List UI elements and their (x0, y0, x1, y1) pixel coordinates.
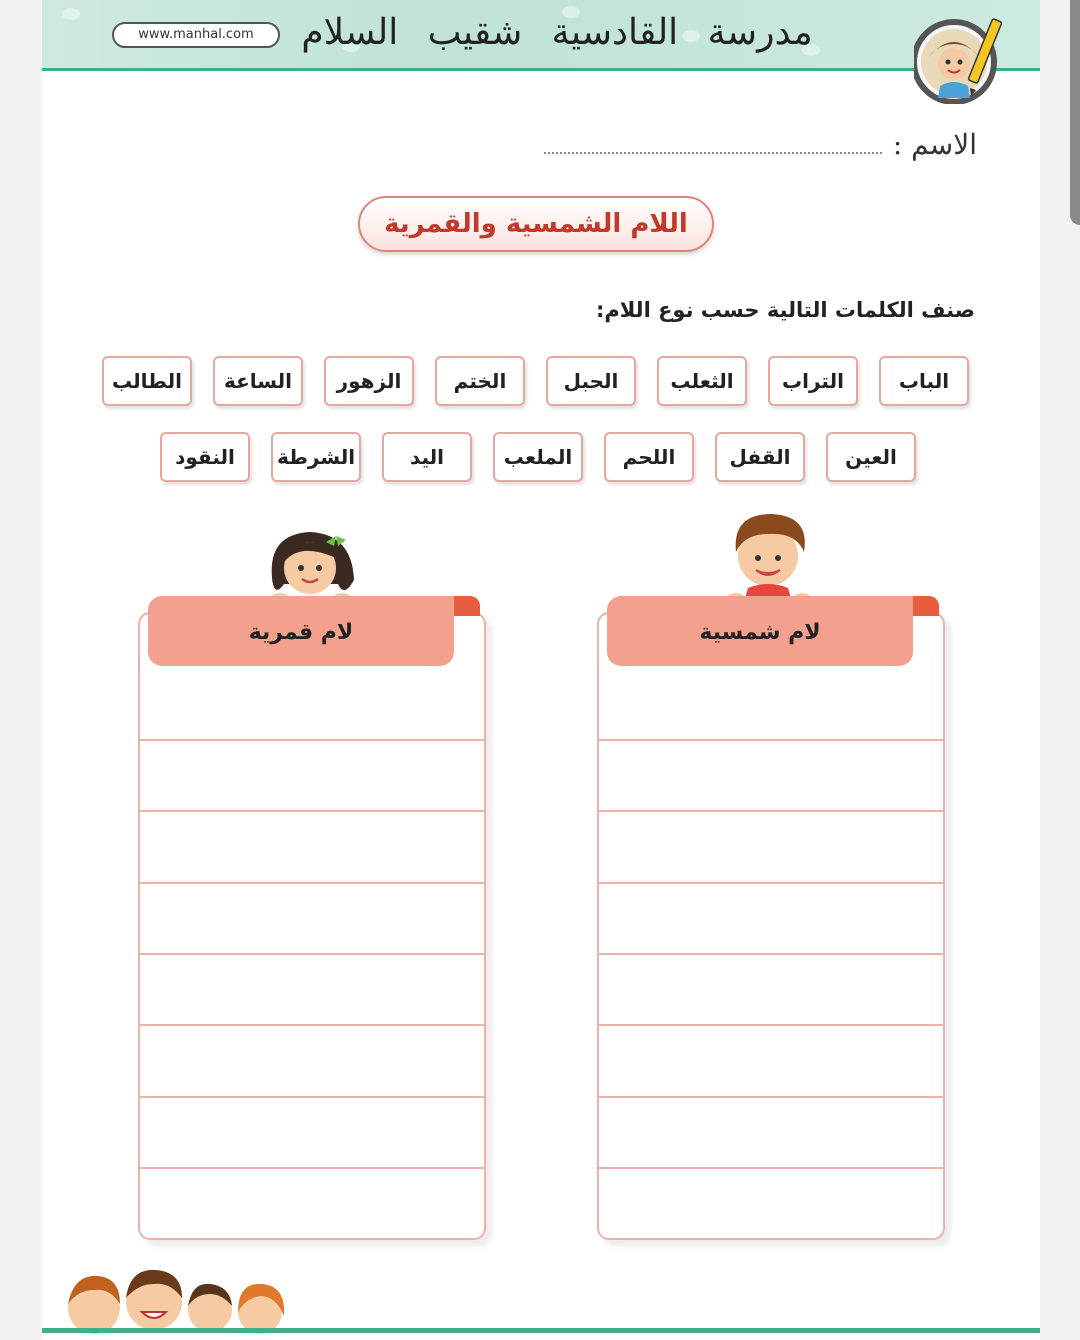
footer-line (42, 1328, 1040, 1333)
page-curl (454, 596, 480, 616)
school-name: مدرسة القادسية شقيب السلام (301, 12, 813, 53)
word-chip[interactable]: الشرطة (271, 432, 361, 482)
name-label: الاسم : (892, 128, 977, 161)
word-chip[interactable]: الملعب (493, 432, 583, 482)
header-band (42, 0, 1040, 71)
word-chip[interactable]: القفل (715, 432, 805, 482)
word-chip[interactable]: اليد (382, 432, 472, 482)
worksheet-page (42, 0, 1040, 1340)
word-chip[interactable]: الحبل (546, 356, 636, 406)
word-chip[interactable]: الطالب (102, 356, 192, 406)
boy-illustration-icon (718, 506, 822, 610)
word-chip[interactable]: التراب (768, 356, 858, 406)
word-chips-row-1 (102, 356, 969, 406)
mascot-kid-pencil-icon (914, 14, 1004, 104)
website-link[interactable]: www.manhal.com (112, 22, 280, 48)
word-chip[interactable]: الزهور (324, 356, 414, 406)
name-input-line[interactable] (544, 152, 882, 154)
scrollbar-thumb[interactable] (1070, 0, 1080, 225)
word-chip[interactable]: العين (826, 432, 916, 482)
word-chip[interactable]: الساعة (213, 356, 303, 406)
word-chip[interactable]: الثعلب (657, 356, 747, 406)
shamsiya-header: لام شمسية (607, 596, 913, 666)
shamsiya-column (597, 612, 945, 1240)
word-chip[interactable]: النقود (160, 432, 250, 482)
qamariya-header: لام قمرية (148, 596, 454, 666)
word-chip[interactable]: الختم (435, 356, 525, 406)
worksheet-title: اللام الشمسية والقمرية (358, 196, 714, 252)
name-row (542, 128, 977, 168)
word-chips-row-2 (160, 432, 916, 482)
word-chip[interactable]: الباب (879, 356, 969, 406)
word-chip[interactable]: اللحم (604, 432, 694, 482)
instruction-text: صنف الكلمات التالية حسب نوع اللام: (595, 298, 975, 322)
qamariya-column (138, 612, 486, 1240)
page-curl (913, 596, 939, 616)
